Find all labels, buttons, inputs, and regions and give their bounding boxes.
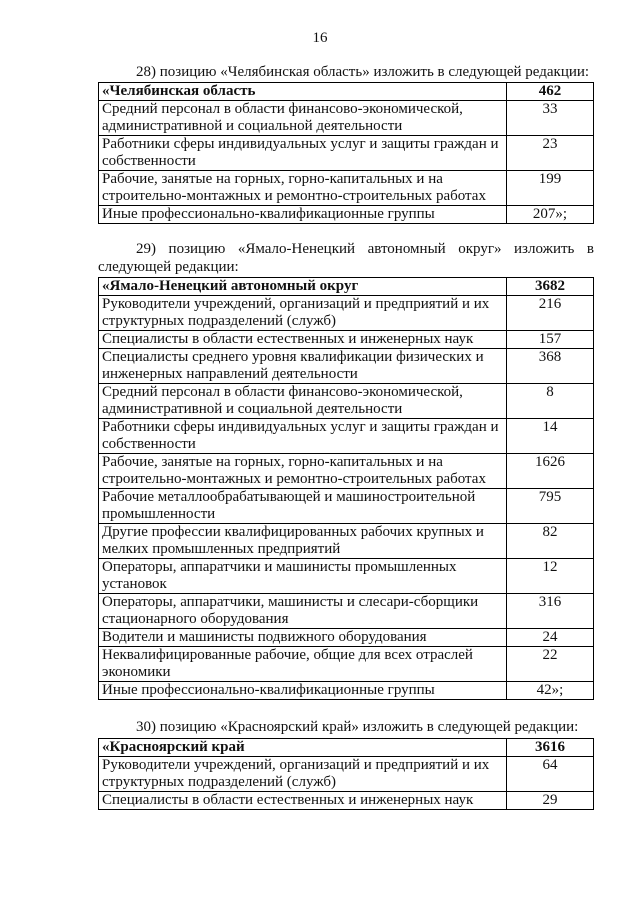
table-header-row — [99, 278, 594, 296]
row-value: 157 — [507, 331, 594, 349]
row-label: Специалисты среднего уровня квалификации физических и инженерных направлений деятельности — [99, 349, 507, 384]
table-row — [99, 101, 594, 136]
table-row — [99, 682, 594, 700]
page-number: 16 — [312, 30, 328, 46]
section-29-intro-line2: следующей редакции: — [98, 259, 239, 275]
table-row — [99, 454, 594, 489]
row-label: Специалисты в области естественных и инженерных наук — [99, 331, 507, 349]
table-row — [99, 384, 594, 419]
table-row — [99, 419, 594, 454]
row-label: Операторы, аппаратчики, машинисты и слесари-сборщики стационарного оборудования — [99, 594, 507, 629]
row-value: 82 — [507, 524, 594, 559]
section-28-intro: 28) позицию «Челябинская область» изложить в следующей редакции: — [136, 64, 590, 80]
row-value: 14 — [507, 419, 594, 454]
table-header-row — [99, 739, 594, 757]
table-row — [99, 171, 594, 206]
row-label: Специалисты в области естественных и инженерных наук — [99, 792, 507, 810]
row-value: 316 — [507, 594, 594, 629]
table-row — [99, 559, 594, 594]
row-value: 12 — [507, 559, 594, 594]
table-row — [99, 489, 594, 524]
row-label: Другие профессии квалифицированных рабочих крупных и мелких промышленных предприятий — [99, 524, 507, 559]
row-value: 64 — [507, 757, 594, 792]
row-label: Иные профессионально-квалификационные группы — [99, 206, 507, 224]
row-label: Работники сферы индивидуальных услуг и защиты граждан и собственности — [99, 136, 507, 171]
section-28-table — [98, 82, 594, 224]
table-header-row — [99, 83, 594, 101]
row-label: Неквалифицированные рабочие, общие для всех отраслей экономики — [99, 647, 507, 682]
table-row — [99, 206, 594, 224]
table-row — [99, 331, 594, 349]
section-29-intro-line1: 29) позицию «Ямало-Ненецкий автономный округ» изложить в — [136, 241, 594, 257]
row-label: Средний персонал в области финансово-экономической, административной и социальной деятельности — [99, 384, 507, 419]
row-value: 8 — [507, 384, 594, 419]
section-30-table — [98, 738, 594, 810]
region-name: «Красноярский край — [99, 739, 507, 757]
row-value: 42»; — [507, 682, 594, 700]
row-label: Средний персонал в области финансово-экономической, административной и социальной деятельности — [99, 101, 507, 136]
row-label: Операторы, аппаратчики и машинисты промышленных установок — [99, 559, 507, 594]
row-label: Иные профессионально-квалификационные группы — [99, 682, 507, 700]
row-value: 795 — [507, 489, 594, 524]
row-label: Рабочие металлообрабатывающей и машиностроительной промышленности — [99, 489, 507, 524]
row-value: 23 — [507, 136, 594, 171]
table-row — [99, 629, 594, 647]
row-value: 1626 — [507, 454, 594, 489]
row-value: 216 — [507, 296, 594, 331]
row-label: Водители и машинисты подвижного оборудования — [99, 629, 507, 647]
section-30-intro: 30) позицию «Красноярский край» изложить в следующей редакции: — [136, 719, 579, 735]
row-value: 199 — [507, 171, 594, 206]
row-label: Руководители учреждений, организаций и предприятий и их структурных подразделений (служб) — [99, 757, 507, 792]
region-name: «Челябинская область — [99, 83, 507, 101]
row-value: 24 — [507, 629, 594, 647]
region-total: 3616 — [507, 739, 594, 757]
row-label: Работники сферы индивидуальных услуг и защиты граждан и собственности — [99, 419, 507, 454]
section-29-table — [98, 277, 594, 700]
row-label: Рабочие, занятые на горных, горно-капитальных и на строительно-монтажных и ремонтно-строительных работах — [99, 171, 507, 206]
region-total: 462 — [507, 83, 594, 101]
region-total: 3682 — [507, 278, 594, 296]
table-row — [99, 594, 594, 629]
table-row — [99, 136, 594, 171]
row-value: 33 — [507, 101, 594, 136]
row-value: 368 — [507, 349, 594, 384]
row-value: 22 — [507, 647, 594, 682]
table-row — [99, 647, 594, 682]
table-row — [99, 349, 594, 384]
table-row — [99, 792, 594, 810]
region-name: «Ямало-Ненецкий автономный округ — [99, 278, 507, 296]
row-label: Руководители учреждений, организаций и предприятий и их структурных подразделений (служб) — [99, 296, 507, 331]
row-value: 207»; — [507, 206, 594, 224]
table-row — [99, 757, 594, 792]
table-row — [99, 296, 594, 331]
row-value: 29 — [507, 792, 594, 810]
table-row — [99, 524, 594, 559]
row-label: Рабочие, занятые на горных, горно-капитальных и на строительно-монтажных и ремонтно-строительных работах — [99, 454, 507, 489]
